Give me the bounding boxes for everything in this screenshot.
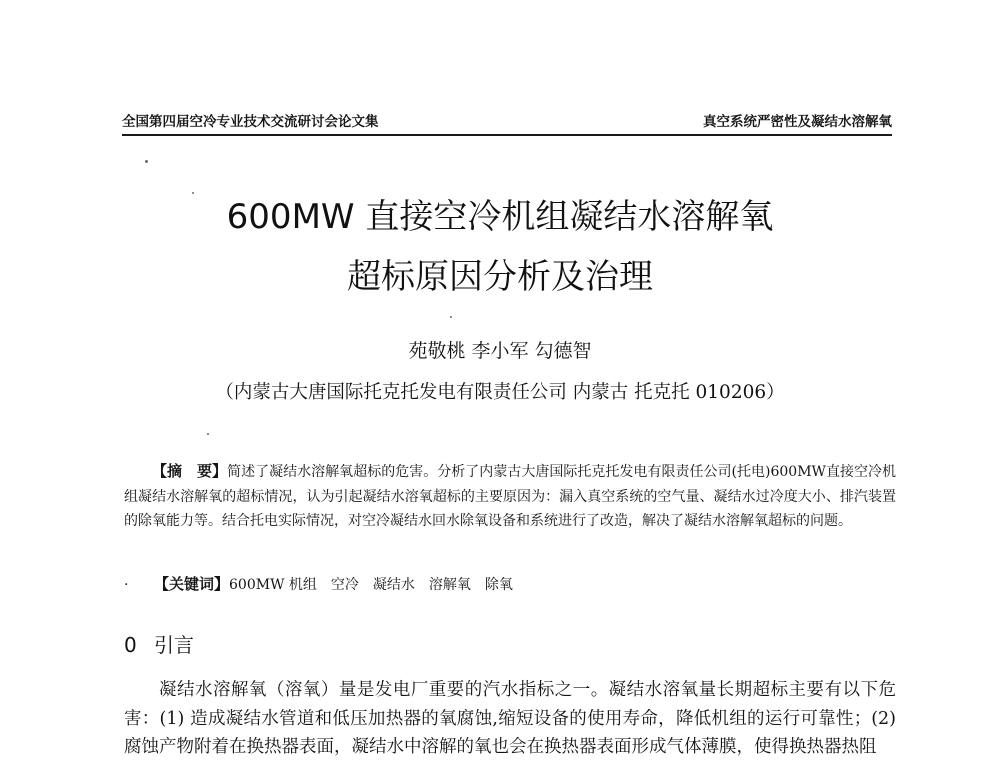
- section-title: 引言: [154, 633, 194, 657]
- abstract-label: 【摘 要】: [152, 462, 228, 480]
- keywords: [124, 572, 896, 597]
- introduction-paragraph: 凝结水溶解氧（溶氧）量是发电厂重要的汽水指标之一。凝结水溶氧量长期超标主要有以下危害：(1) 造成凝结水管道和低压加热器的氧腐蚀,缩短设备的使用寿命，降低机组的运行可靠性；(2) 腐蚀产物附着在换热器表面，凝结水中溶解的氧也会在换热器表面形成气体薄膜，使得换热器热阻: [124, 680, 896, 757]
- bullet-mark: ·: [124, 577, 129, 593]
- header-proceedings-title: 全国第四届空冷专业技术交流研讨会论文集: [122, 114, 379, 130]
- scan-speck: [145, 160, 148, 163]
- scan-speck: [207, 433, 209, 435]
- header-section-title: 真空系统严密性及凝结水溶解氧: [703, 114, 892, 130]
- keywords-text: 600MW 机组 空冷 凝结水 溶解氧 除氧: [229, 577, 513, 593]
- abstract-text: 简述了凝结水溶解氧超标的危害。分析了内蒙古大唐国际托克托发电有限责任公司(托电)600MW直接空冷机组凝结水溶解氧的超标情况，认为引起凝结水溶氧超标的主要原因为：漏入真空系统的空气量、凝结水过冷度大小、排汽装置的除氧能力等。结合托电实际情况，对空冷凝结水回水除氧设备和系统进行了改造，解决了凝结水溶解氧超标的问题。: [124, 464, 896, 529]
- scan-speck: [450, 316, 452, 318]
- author-list: 苑敬桃 李小军 勾德智: [408, 340, 592, 362]
- author-affiliation: （内蒙古大唐国际托克托发电有限责任公司 内蒙古 托克托 010206）: [215, 382, 785, 403]
- keywords-label: 【关键词】: [154, 575, 230, 593]
- section-number: 0: [124, 633, 137, 657]
- header-divider: [122, 134, 892, 136]
- paper-title-line-1: 600MW 直接空冷机组凝结水溶解氧: [226, 197, 774, 237]
- abstract: [124, 459, 896, 534]
- paper-title-line-2: 超标原因分析及治理: [347, 257, 653, 297]
- section-heading: [124, 631, 424, 659]
- scan-speck: [192, 192, 194, 194]
- running-header: [122, 110, 892, 134]
